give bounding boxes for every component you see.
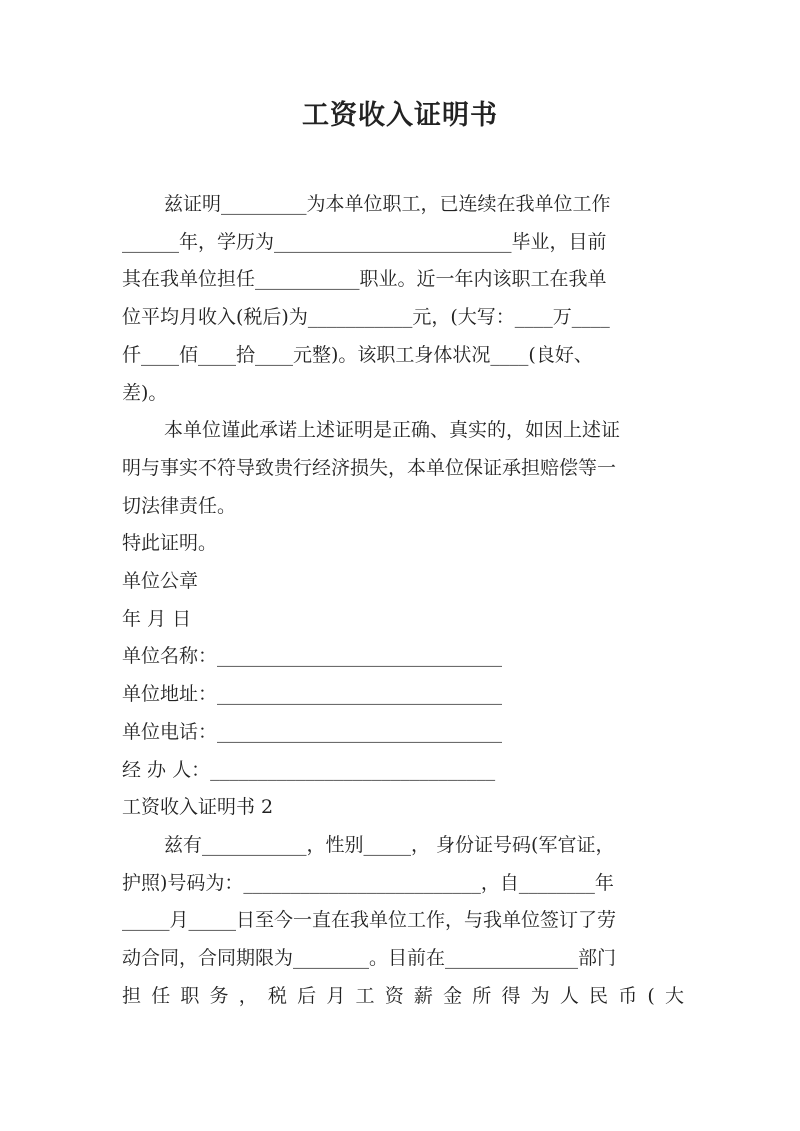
field-label: 单位电话： (122, 720, 218, 743)
field-blank: ______________________________ (217, 683, 503, 706)
field-blank: ______________________________ (210, 758, 496, 781)
text-line: 位平均月收入(税后)为___________元，(大写：____万____ (122, 306, 610, 329)
field-company-phone (122, 714, 684, 752)
field-blank: ______________________________ (217, 720, 503, 743)
field-blank: ______________________________ (217, 645, 503, 668)
text-line: 担任职务，税后月工资薪金所得为人民币(大 (122, 984, 684, 1007)
field-company-name (122, 638, 684, 676)
date-line: 年 月 日 (122, 607, 192, 630)
text-line: 动合同，合同期限为________。目前在______________部门 (122, 947, 617, 970)
text-line: 明与事实不符导致贵行经济损失，本单位保证承担赔偿等一 (122, 456, 617, 479)
field-label: 经 办 人： (122, 758, 211, 781)
certificate-paragraph-2 (122, 412, 684, 525)
document-body (122, 186, 684, 1015)
section-heading-2: 工资收入证明书 2 (122, 796, 274, 819)
field-company-address (122, 676, 684, 714)
text-line: 兹证明_________为本单位职工，已连续在我单位工作 (164, 193, 611, 215)
text-line: 其在我单位担任___________职业。近一年内该职工在我单 (122, 268, 607, 291)
company-seal-label: 单位公章 (122, 570, 199, 593)
text-line: 切法律责任。 (122, 494, 237, 517)
text-line: 差)。 (122, 381, 168, 404)
text-line: _____月_____日至今一直在我单位工作，与我单位签订了劳 (122, 909, 617, 932)
document-title: 工资收入证明书 (302, 100, 498, 131)
field-label: 单位地址： (122, 683, 218, 706)
text-line: 本单位谨此承诺上述证明是正确、真实的，如因上述证 (164, 419, 621, 442)
closing-text: 特此证明。 (122, 532, 218, 555)
field-label: 单位名称： (122, 645, 218, 668)
text-line: 兹有___________，性别_____， 身份证号码(军官证， (164, 833, 615, 856)
field-handler (122, 752, 684, 790)
certificate-2-paragraph (122, 827, 684, 1016)
text-line: ______年，学历为_________________________毕业，目前 (122, 230, 607, 253)
text-line: 仟____佰____拾____元整)。该职工身体状况____(良好、 (122, 343, 593, 366)
certificate-paragraph-1 (122, 186, 684, 412)
text-line: 护照)号码为：_________________________，自________年 (122, 871, 614, 894)
